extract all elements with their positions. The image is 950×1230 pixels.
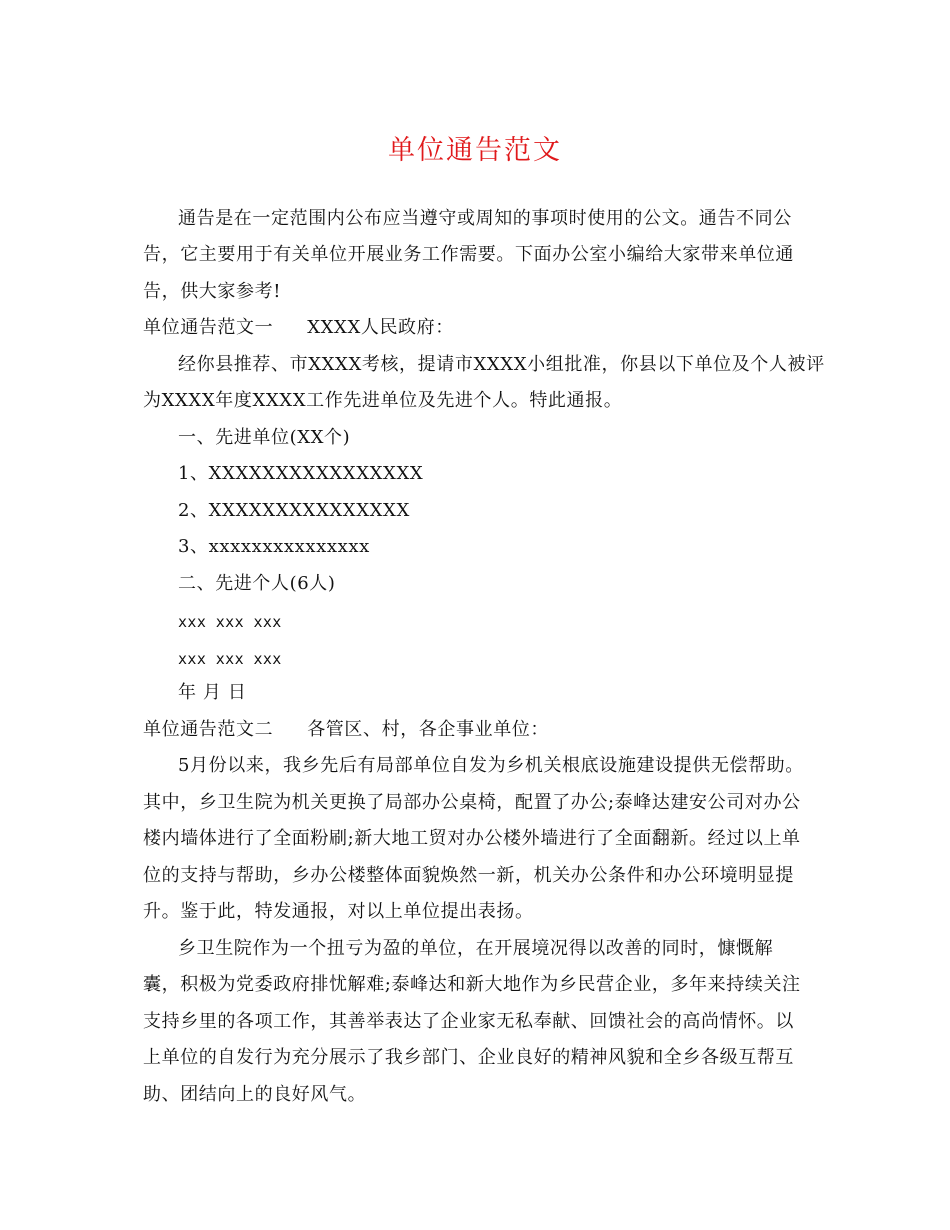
section-1-heading: 单位通告范文一	[143, 317, 274, 338]
units-heading: 一、先进单位(XX个)	[178, 427, 351, 448]
section-2-p2-line: 上单位的自发行为充分展示了我乡部门、企业良好的精神风貌和全乡各级互帮互	[143, 1047, 794, 1068]
intro-line: 告，它主要用于有关单位开展业务工作需要。下面办公室小编给大家带来单位通	[143, 244, 794, 265]
section-1-addressee: XXXX人民政府：	[307, 317, 454, 338]
document-title: 单位通告范文	[388, 135, 562, 166]
section-2-p2-line: 助、团结向上的良好风气。	[143, 1084, 367, 1105]
section-2-header	[143, 718, 549, 742]
intro-line: 告，供大家参考!	[143, 281, 282, 302]
unit-item: 1、XXXXXXXXXXXXXXXX	[178, 463, 424, 484]
section-2-p2-line: 囊，积极为党委政府排忧解难;泰峰达和新大地作为乡民营企业，多年来持续关注	[143, 974, 801, 995]
section-2-addressee: 各管区、村，各企事业单位：	[307, 719, 550, 740]
unit-item: 2、XXXXXXXXXXXXXXX	[178, 500, 410, 521]
section-1-body-line: 经你县推荐、市XXXX考核，提请市XXXX小组批准，你县以下单位及个人被评	[178, 354, 825, 375]
person-row: xxx xxx xxx	[178, 613, 282, 631]
section-2-p1-line: 5月份以来，我乡先后有局部单位自发为乡机关根底设施建设提供无偿帮助。	[178, 755, 804, 776]
section-2-p1-line: 位的支持与帮助，乡办公楼整体面貌焕然一新，机关办公条件和办公环境明显提	[143, 865, 794, 886]
unit-item: 3、xxxxxxxxxxxxxxx	[178, 536, 370, 557]
section-2-p2-line: 支持乡里的各项工作，其善举表达了企业家无私奉献、回馈社会的高尚情怀。以	[143, 1011, 794, 1032]
section-1-header	[143, 316, 454, 340]
person-row: xxx xxx xxx	[178, 650, 282, 668]
section-2-p2-line: 乡卫生院作为一个扭亏为盈的单位，在开展境况得以改善的同时，慷慨解	[178, 938, 774, 959]
section-2-heading: 单位通告范文二	[143, 719, 274, 740]
persons-heading: 二、先进个人(6人)	[178, 573, 336, 594]
section-2-p1-line: 升。鉴于此，特发通报，对以上单位提出表扬。	[143, 901, 534, 922]
section-2-p1-line: 楼内墙体进行了全面粉刷;新大地工贸对办公楼外墙进行了全面翻新。经过以上单	[143, 828, 801, 849]
section-1-body-line: 为XXXX年度XXXX工作先进单位及先进个人。特此通报。	[143, 390, 623, 411]
date-line: 年 月 日	[178, 682, 247, 703]
intro-line: 通告是在一定范围内公布应当遵守或周知的事项时使用的公文。通告不同公	[178, 208, 792, 229]
section-2-p1-line: 其中，乡卫生院为机关更换了局部办公桌椅，配置了办公;泰峰达建安公司对办公	[143, 792, 801, 813]
